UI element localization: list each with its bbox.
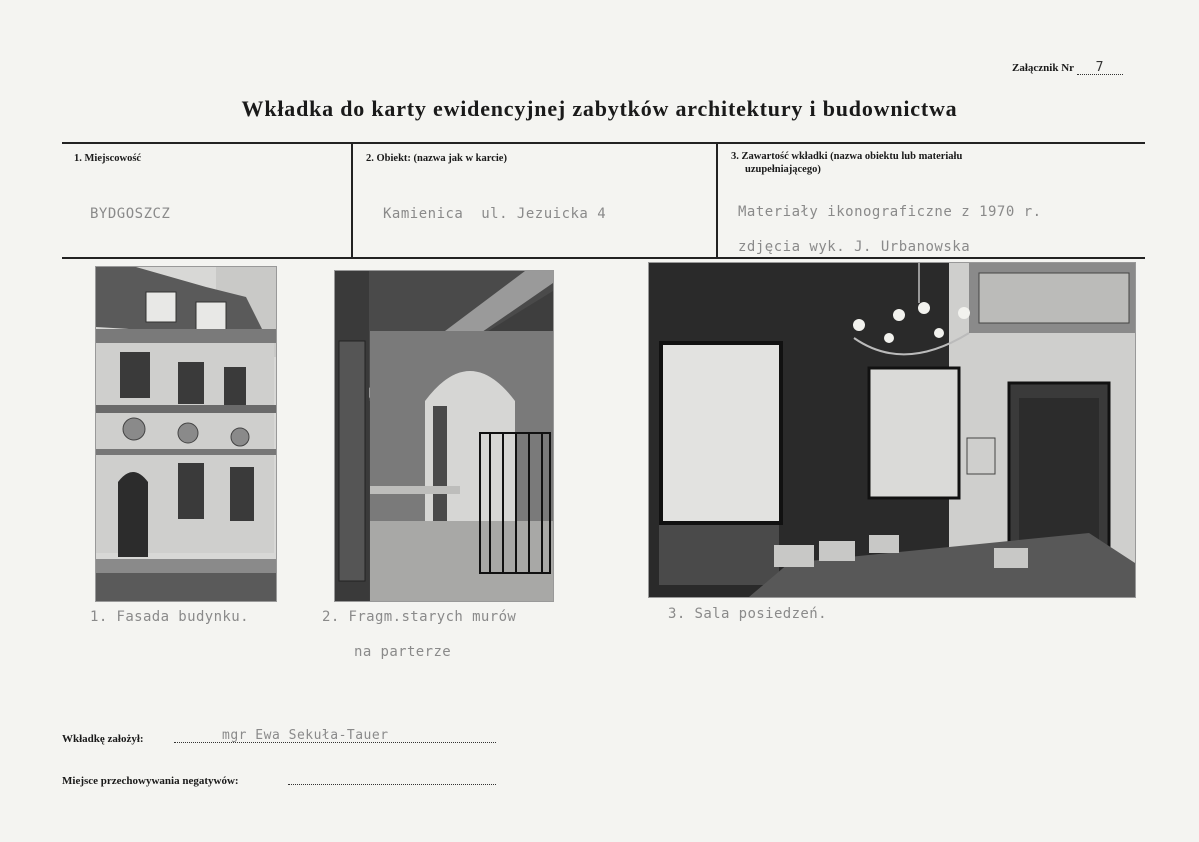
header-divider-1: [351, 143, 353, 257]
contents-label-line2: uzupełniającego): [745, 164, 821, 175]
author-label: Wkładkę założył:: [62, 733, 144, 745]
old-walls-image: [335, 271, 553, 601]
contents-label: [731, 150, 962, 176]
place-label: 1. Miejscowość: [74, 153, 142, 164]
contents-value-line1: Materiały ikonograficzne z 1970 r.: [738, 204, 1042, 220]
header-divider-2: [716, 143, 718, 257]
object-label: 2. Obiekt: (nazwa jak w karcie): [366, 153, 507, 164]
annex-number: [1012, 62, 1123, 75]
annex-number-value: 7: [1077, 62, 1123, 75]
caption-photo-3: 3. Sala posiedzeń.: [668, 606, 827, 622]
place-value: BYDGOSZCZ: [90, 206, 171, 222]
contents-label-line1: 3. Zawartość wkładki (nazwa obiektu lub materiału: [731, 151, 963, 162]
caption-photo-2-line1: 2. Fragm.starych murów: [322, 609, 517, 625]
photo-facade: [95, 266, 277, 602]
annex-label: Załącznik Nr: [1012, 62, 1074, 74]
header-top-rule: [62, 142, 1145, 144]
meeting-hall-image: [649, 263, 1135, 597]
caption-photo-2-line2: na parterze: [354, 644, 452, 660]
facade-image: [96, 267, 276, 601]
contents-value-line2: zdjęcia wyk. J. Urbanowska: [738, 239, 971, 255]
object-value: Kamienica ul. Jezuicka 4: [383, 206, 607, 222]
caption-photo-1: 1. Fasada budynku.: [90, 609, 249, 625]
photo-meeting-hall: [648, 262, 1136, 598]
page-title: Wkładka do karty ewidencyjnej zabytków architektury i budownictwa: [241, 96, 958, 121]
negatives-label: Miejsce przechowywania negatywów:: [62, 775, 239, 787]
header-bottom-rule: [62, 257, 1145, 259]
author-value: mgr Ewa Sekuła-Tauer: [222, 728, 389, 743]
photo-old-walls: [334, 270, 554, 602]
negatives-dotted-line: [288, 784, 496, 785]
